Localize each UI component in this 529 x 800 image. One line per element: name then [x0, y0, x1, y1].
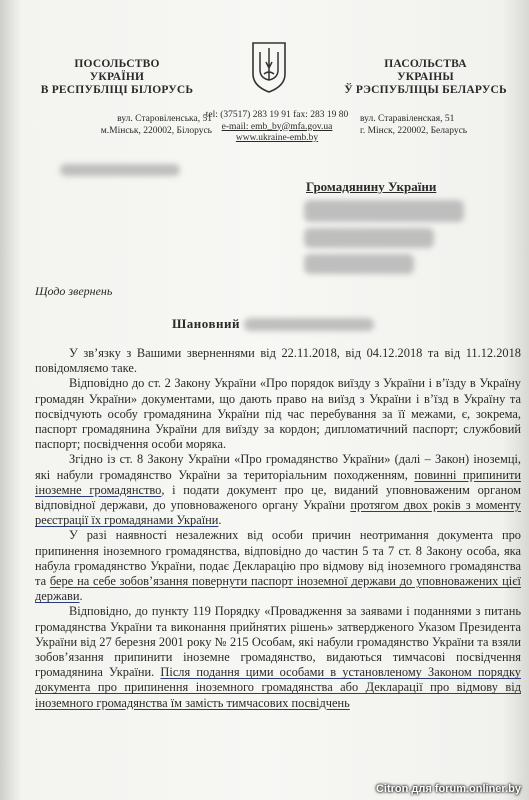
paragraph-2: Відповідно до ст. 2 Закону України «Про порядок виїзду з України і в’їзду в Україну громадян України» документами, що дають право на виїзд з України і в’їзд в Україну та посвідчують особу громадянина України під час перебування за її межами, є, зокрема, паспорт громадянина України для виїзду за кордон; дипломатичний паспорт; службовий паспорт; посвідчення особи моряка. — [35, 376, 521, 452]
letter-body — [35, 346, 521, 711]
redacted-recipient-name — [304, 200, 464, 222]
text: У разі наявності незалежних від особи причин неотримання документа про припинення іноземного громадянства, відповідно до частин 5 та 7 ст. 8 Закону особа, яка набула громадянство України, подає Декларацію про відмову від іноземного громадянства та — [35, 528, 521, 589]
trident-coat-of-arms-icon — [249, 40, 289, 94]
address-line: м.Мінськ, 220002, Білорусь — [100, 125, 212, 136]
title-line: УКРАІНЫ — [397, 71, 454, 83]
title-line: В РЕСПУБЛІЦІ БІЛОРУСЬ — [40, 84, 194, 96]
subject-line: Щодо звернень — [35, 284, 113, 298]
watermark: Citron для forum.onliner.by — [375, 783, 521, 795]
title-line: ПАСОЛЬСТВА — [384, 58, 467, 70]
text: , і подати документ про це, виданий уповноваженим органом відповідної держави, до уповноваженого органу України — [35, 482, 522, 513]
paragraph-1: У зв’язку з Вашими зверненнями від 22.11.2018, від 04.12.2018 та від 11.12.2018 повідомляємо таке. — [35, 346, 521, 376]
text: Згідно із ст. 8 Закону України «Про громадянство України» (далі – Закон) іноземці, які набули громадянство України за територіальним походженням, — [35, 452, 521, 482]
embassy-address-by — [360, 114, 520, 137]
phone-fax: tel: (37517) 283 19 91 fax: 283 19 80 — [205, 110, 349, 120]
title-line: Ў РЭСПУБЛІЦЫ БЕЛАРУСЬ — [344, 84, 507, 96]
underlined-text: повинні припинити іноземне громадянство — [35, 467, 521, 497]
website-link[interactable]: www.ukraine-emb.by — [235, 133, 319, 143]
title-line: ПОСОЛЬСТВО — [74, 58, 160, 70]
title-line: УКРАЇНИ — [89, 71, 145, 83]
paragraph-4 — [35, 528, 521, 604]
salutation: Шановний — [172, 316, 240, 331]
address-line: вул. Старавіленская, 51 — [360, 114, 455, 124]
text: . — [218, 513, 222, 528]
redacted-addressee — [244, 318, 374, 331]
text: Відповідно, до пункту 119 Порядку «Провадження за заявами і поданнями з питань громадянства України та виконання прийнятих рішень» затвердженого Указом Президента України від 27 березня 2001 року № 215 Особам, які набули громадянство України та взяли зобов’язання припинити іноземне громадянство, видаються тимчасові посвідчення громадянина України. — [35, 604, 521, 680]
redacted-reference — [60, 164, 180, 176]
redacted-recipient-city — [304, 254, 414, 274]
embassy-contacts — [192, 110, 362, 145]
embassy-address-ua — [42, 114, 212, 137]
underlined-text: Після подання цими особами в установленому Законом порядку документа про припинення іноземного громадянства або Декларації про відмову від іноземного громадянства їм замість тимчасових посвідчень — [35, 665, 521, 710]
paragraph-5 — [35, 604, 521, 710]
email-link[interactable]: e-mail: emb_by@mfa.gov.ua — [221, 121, 333, 132]
embassy-title-ua — [22, 58, 212, 97]
underlined-text: протягом двох років з моменту реєстрації їх громадянами України — [35, 498, 521, 528]
recipient-label: Громадянину України — [306, 179, 437, 194]
text: . — [79, 589, 83, 604]
underlined-text: бере на себе зобов’язання повернути паспорт іноземної держави до уповноважених цієї держави — [35, 574, 521, 604]
redacted-recipient-address — [304, 228, 434, 248]
paragraph-3 — [35, 452, 521, 528]
address-line: вул. Старовіленська, 51 — [117, 114, 212, 124]
embassy-title-by — [328, 58, 523, 97]
address-line: г. Мінск, 220002, Беларусь — [360, 125, 468, 136]
